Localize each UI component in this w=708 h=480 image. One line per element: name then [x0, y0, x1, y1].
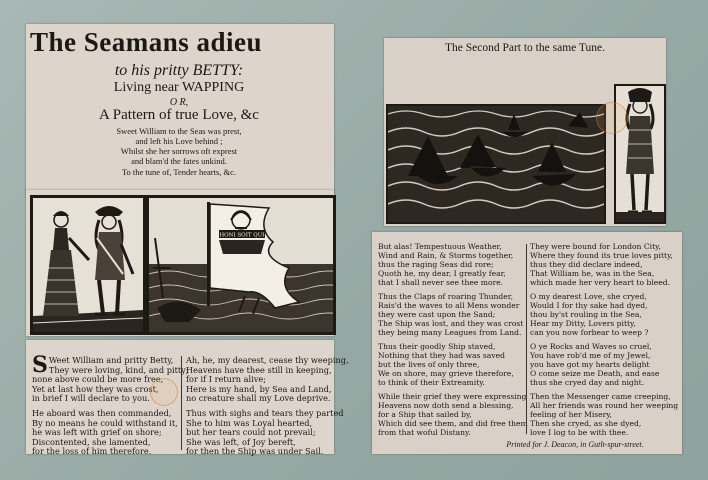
- stanza: [530, 392, 678, 437]
- verse-line: they were cast upon the Sand;: [378, 310, 496, 319]
- verse-line: Yet at last how they was crost,: [32, 383, 159, 394]
- verse-line: They were loving, kind, and pitty;: [48, 364, 189, 375]
- verse-line-3: Whilst she her sorrows oft exprest: [120, 146, 238, 156]
- verse-line: that I shall never see thee more.: [378, 278, 504, 287]
- verse-line: Thus with sighs and tears they parted: [186, 407, 344, 418]
- shipwreck-illustration: [388, 106, 604, 222]
- ship-flag-illustration: [149, 198, 333, 332]
- verse-line: he was left with grief on shore;: [32, 427, 162, 438]
- verse-line: Hear my Ditty, Lovers pitty,: [530, 319, 636, 328]
- collection-stamp: [596, 102, 628, 134]
- verse-line: thou by'st rouling in the Sea,: [530, 310, 642, 319]
- verse-line: Ah, he, my dearest, cease thy weeping,: [186, 355, 349, 365]
- verse-line-4: and blam'd the fates unkind.: [131, 156, 227, 166]
- ballad-title: The Seamans adieu: [30, 27, 263, 57]
- column-divider: [181, 356, 182, 450]
- verse-line: Then she cryed, as she dyed,: [530, 419, 642, 428]
- verse-line: Would I for thy sake had dyed,: [530, 301, 648, 310]
- verse-line: for then the Ship was under Sail.: [186, 446, 324, 457]
- verse-line: Where they found its true loves pitty,: [530, 251, 673, 260]
- verse-line: Nothing that they had was saved: [378, 351, 505, 360]
- woodcut-couple: [30, 195, 146, 335]
- verse-line-2: and left his Love behind ;: [135, 136, 223, 146]
- verse-line: thus she cryed day and night.: [530, 378, 645, 387]
- verse-line: You have rob'd me of my Jewel,: [530, 351, 651, 360]
- stanza: [530, 342, 678, 387]
- verse-line: He aboard was then commanded,: [32, 407, 172, 418]
- verse-line: to think of their Extreamity.: [378, 378, 485, 387]
- drop-cap: S: [32, 352, 48, 378]
- woodcut-ship-flag: [146, 195, 336, 335]
- verse-line: Then the Messenger came creeping,: [530, 392, 671, 401]
- verse-line: Thus their goodly Ship staved,: [378, 342, 496, 351]
- verse-line: While their grief they were expressing: [378, 392, 527, 401]
- verse-line: they being many Leagues from Land.: [378, 328, 522, 337]
- verse-line: feeling of her Misery,: [530, 410, 612, 419]
- column-divider: [526, 244, 527, 434]
- tune-line: To the tune of, Tender hearts, &c.: [121, 167, 237, 177]
- left-verse-column-2: [186, 355, 349, 462]
- right-verse-column-2: [530, 242, 678, 442]
- verse-line: Weet William and pritty Betty,: [48, 355, 174, 365]
- ballad-subtitle-1: to his pritty BETTY:: [114, 62, 244, 79]
- verse-line: The Ship was lost, and they was crost: [378, 319, 524, 328]
- verse-line: O ye Rocks and Waves so cruel,: [530, 342, 652, 351]
- verse-line: you have got my hearts delight: [530, 360, 650, 369]
- verse-line: Here is my hand, by Sea and Land,: [186, 383, 332, 394]
- verse-line: All her friends was round her weeping: [530, 401, 679, 410]
- verse-line: from that woful Distany.: [378, 428, 471, 437]
- verse-line: Quoth he, my dear, I greatly fear,: [378, 269, 506, 278]
- verse-line: no creature shall my Love deprive.: [186, 393, 331, 404]
- stanza: [186, 355, 349, 404]
- verse-line: for a Ship that sailed by,: [378, 410, 472, 419]
- stanza: [530, 292, 678, 337]
- verse-line: for the loss of him therefore.: [32, 446, 152, 457]
- verse-line: thus the raging Seas did rore;: [378, 260, 494, 269]
- printer-imprint: Printed for J. Deacon, in Gutlt-spur-street.: [506, 440, 644, 449]
- verse-line: thus they did declare indeed,: [530, 260, 643, 269]
- stanza: [378, 392, 528, 437]
- second-part-title: The Second Part to the same Tune.: [444, 42, 606, 54]
- stanza: [378, 242, 524, 287]
- verse-line: She was left, of Joy bereft,: [186, 436, 296, 447]
- verse-line: but the lives of only three,: [378, 360, 480, 369]
- verse-line: Discontented, she lamented,: [32, 436, 151, 447]
- verse-line: in brief I will declare to you.: [32, 393, 150, 404]
- verse-line: Heavens have thee still in keeping,: [186, 364, 332, 375]
- ballad-or: O R,: [169, 97, 189, 108]
- stanza: [378, 342, 524, 387]
- verse-line: That William he, was in the Sea,: [530, 269, 655, 278]
- stanza: [530, 242, 678, 287]
- verse-line: which made her very heart to bleed.: [530, 278, 671, 287]
- left-verse-column-1: [32, 352, 189, 462]
- verse-line: Which did see them, and did free them: [378, 419, 528, 428]
- verse-line: They were bound for London City,: [530, 242, 661, 251]
- verse-line: Wind and Rain, & Storms together,: [378, 251, 514, 260]
- verse-line: but her tears could not prevail;: [186, 427, 316, 438]
- ballad-subtitle-2: Living near WAPPING: [113, 80, 245, 95]
- verse-line: Heavens now doth send a blessing,: [378, 401, 514, 410]
- verse-line: By no means he could withstand it,: [32, 417, 178, 428]
- verse-line: for if I return alive;: [186, 374, 267, 385]
- stanza: [32, 409, 177, 457]
- verse-line: But alas! Tempestuous Weather,: [378, 242, 502, 251]
- collection-stamp: [150, 378, 178, 406]
- couple-illustration: [33, 198, 143, 332]
- verse-line: She to him was Loyal hearted,: [186, 417, 313, 428]
- stanza: [186, 407, 344, 457]
- verse-line: Thus the Claps of roaring Thunder,: [378, 292, 513, 301]
- stanza: [378, 292, 524, 337]
- right-verse-column-1: [378, 242, 528, 442]
- verse-line: O my dearest Love, she cryed,: [530, 292, 647, 301]
- verse-line: Rais'd the waves to all Mens wonder: [378, 301, 520, 310]
- verse-line: none above could be more free,: [32, 374, 164, 385]
- verse-line: love I log to be with thee.: [530, 428, 629, 437]
- woodcut-shipwreck: [386, 104, 606, 224]
- verse-line: can you now forbear to weep ?: [530, 328, 649, 337]
- verse-line: O come seize me Death, and ease: [530, 369, 660, 378]
- verse-line: We on shore, may grieve therefore,: [378, 369, 514, 378]
- ballad-subtitle-3: A Pattern of true Love, &c: [99, 107, 259, 123]
- flag-banner-text: HONI SOIT QUI: [219, 232, 265, 239]
- verse-line-1: Sweet William to the Seas was prest,: [116, 126, 242, 136]
